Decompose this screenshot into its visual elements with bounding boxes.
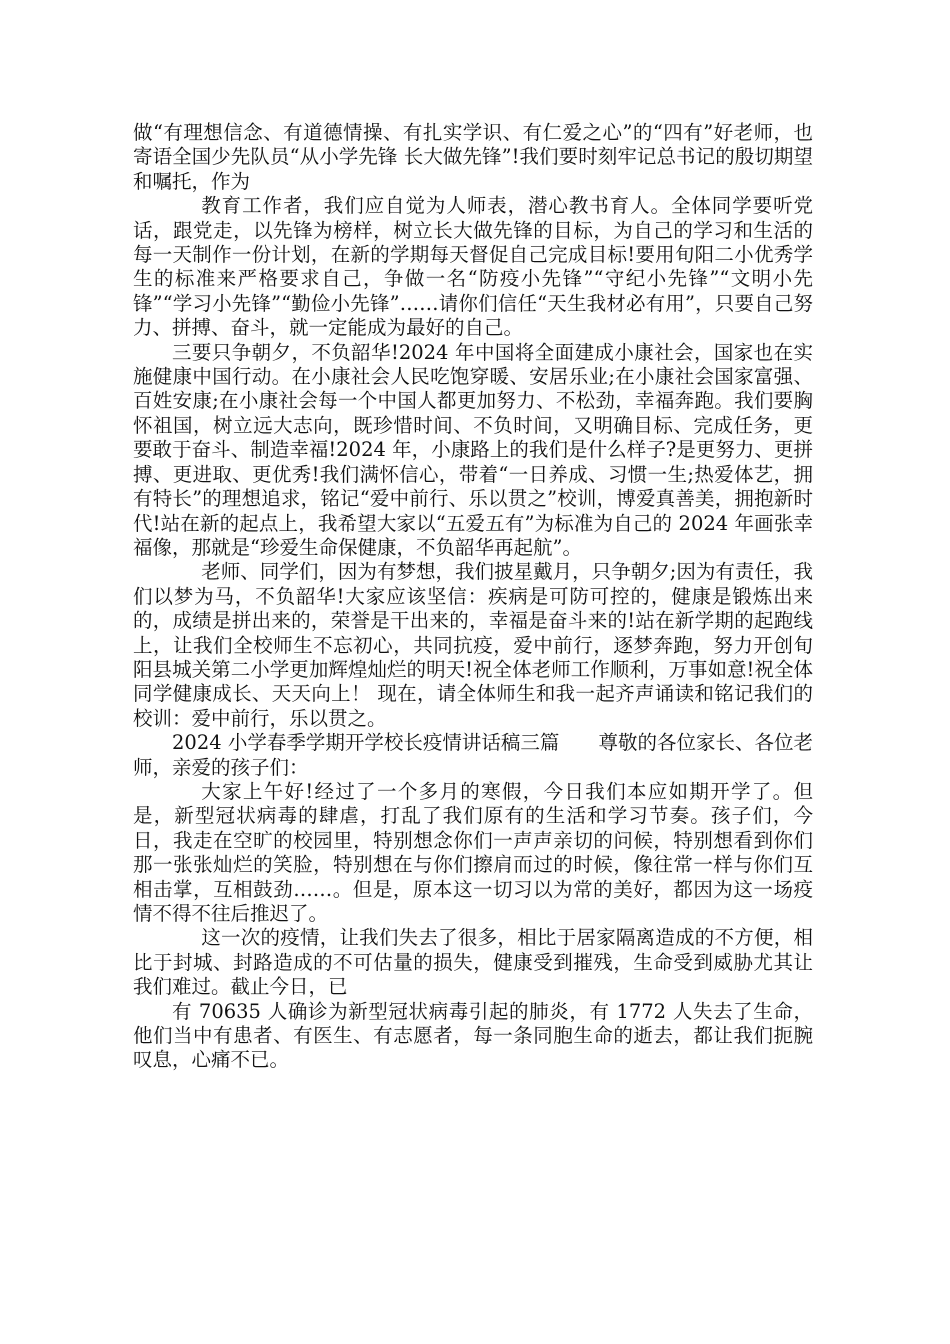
- paragraph-1: 做“有理想信念、有道德情操、有扎实学识、有仁爱之心”的“四有”好老师，也寄语全国少先队员“从小学先锋 长大做先锋”!我们要时刻牢记总书记的殷切期望和嘱托，作为: [133, 121, 813, 193]
- paragraph-3: 三要只争朝夕，不负韶华!2024 年中国将全面建成小康社会，国家也在实施健康中国行动。在小康社会人民吃饱穿暖、安居乐业;在小康社会国家富强、百姓安康;在小康社会每一个中国人都更加努力、不松劲，幸福奔跑。我们要胸怀祖国，树立远大志向，既珍惜时间、不负时间，又明确目标、完成任务，更要敢于奋斗、制造幸福!2024 年，小康路上的我们是什么样子?是更努力、更拼搏、更进取、更优秀!我们满怀信心，带着“一日养成、习惯一生;热爱体艺，拥有特长”的理想追求，铭记“爱中前行、乐以贯之”校训，博爱真善美，拥抱新时代!站在新的起点上，我希望大家以“五爱五有”为标准为自己的 2024 年画张幸福像，那就是“珍爱生命保健康，不负韶华再起航”。: [133, 340, 813, 559]
- document-body: [133, 121, 813, 1073]
- paragraph-7: 这一次的疫情，让我们失去了很多，相比于居家隔离造成的不方便，相比于封城、封路造成的不可估量的损失，健康受到摧残，生命受到威胁尤其让我们难过。截止今日，已: [133, 926, 813, 999]
- paragraph-8: 有 70635 人确诊为新型冠状病毒引起的肺炎，有 1772 人失去了生命，他们当中有患者、有医生、有志愿者，每一条同胞生命的逝去，都让我们扼腕叹息，心痛不已。: [133, 999, 813, 1072]
- paragraph-6: 大家上午好!经过了一个多月的寒假，今日我们本应如期开学了。但是，新型冠状病毒的肆虐，打乱了我们原有的生活和学习节奏。孩子们，今日，我走在空旷的校园里，特别想念你们一声声亲切的问候，特别想看到你们那一张张灿烂的笑脸，特别想在与你们擦肩而过的时候，像往常一样与你们互相击掌，互相鼓劲……。但是，原本这一切习以为常的美好，都因为这一场疫情不得不往后推迟了。: [133, 779, 813, 925]
- paragraph-4: 老师、同学们，因为有梦想，我们披星戴月，只争朝夕;因为有责任，我们以梦为马，不负韶华!大家应该坚信：疾病是可防可控的，健康是锻炼出来的，成绩是拼出来的，荣誉是干出来的，幸福是奋斗来的!站在新学期的起跑线上，让我们全校师生不忘初心，共同抗疫，爱中前行，逐梦奔跑，努力开创旬阳县城关第二小学更加辉煌灿烂的明天!祝全体老师工作顺利，万事如意!祝全体同学健康成长、天天向上！ 现在，请全体师生和我一起齐声诵读和铭记我们的校训：爱中前行，乐以贯之。: [133, 560, 813, 730]
- paragraph-5-title: 2024 小学春季学期开学校长疫情讲话稿三篇 尊敬的各位家长、各位老师，亲爱的孩子们：: [133, 731, 813, 779]
- paragraph-2: 教育工作者，我们应自觉为人师表，潜心教书育人。全体同学要听党话，跟党走，以先锋为榜样，树立长大做先锋的目标，为自己的学习和生活的每一天制作一份计划，在新的学期每天督促自己完成目标!要用旬阳二小优秀学生的标准来严格要求自己，争做一名“防疫小先锋”“守纪小先锋”“文明小先锋”“学习小先锋”“勤俭小先锋”……请你们信任“天生我材必有用”，只要自己努力、拼搏、奋斗，就一定能成为最好的自己。: [133, 194, 813, 340]
